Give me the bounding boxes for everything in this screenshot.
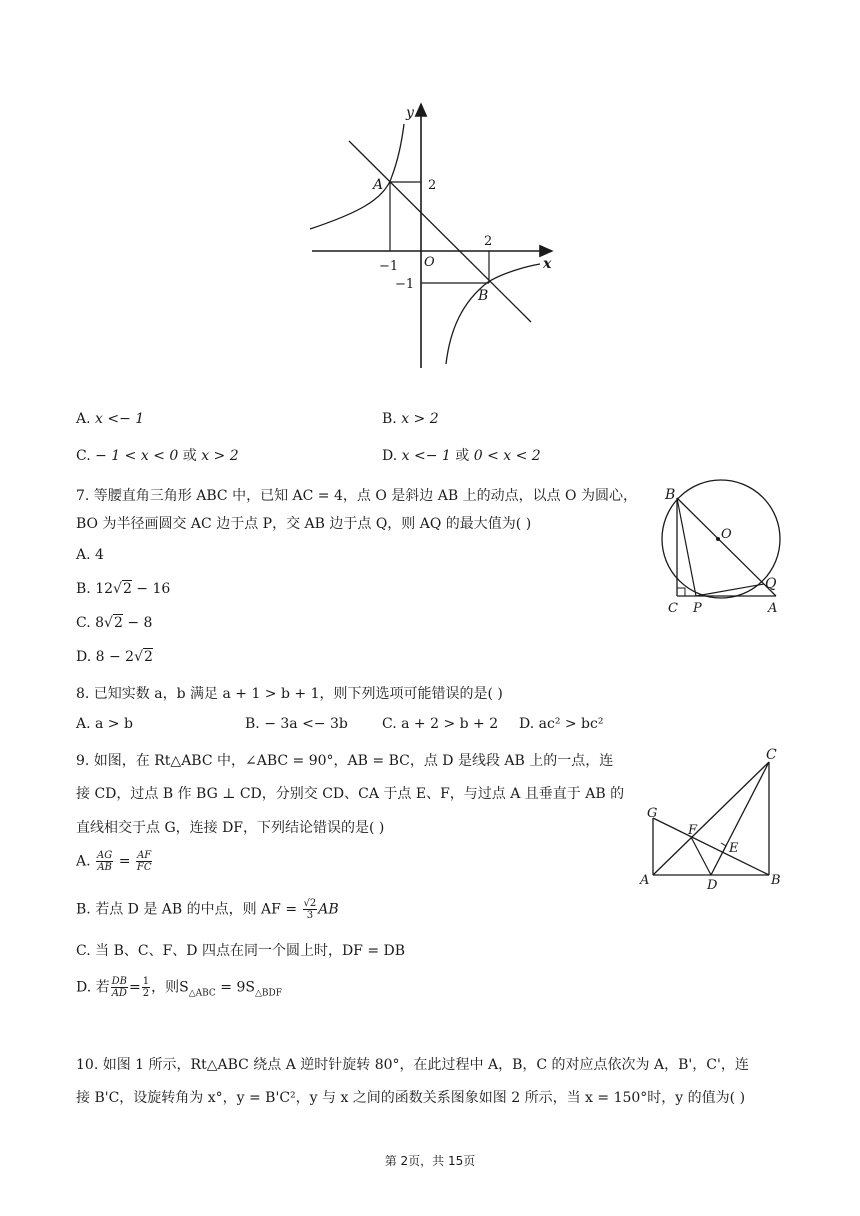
tick-2-x: 2 bbox=[484, 234, 493, 249]
q8-option-a: A. a > b bbox=[76, 716, 133, 732]
q10-stem-line1: 10. 如图 1 所示，Rt△ABC 绕点 A 逆时针旋转 80°，在此过程中 A，B，C 的对应点依次为 A，B'，C'，连 bbox=[76, 1057, 749, 1073]
svg-text:Q: Q bbox=[765, 576, 777, 592]
label-o: O bbox=[424, 255, 435, 270]
q8-option-c: C. a + 2 > b + 2 bbox=[382, 716, 499, 732]
q8-option-d: D. ac² > bc² bbox=[519, 716, 604, 732]
q8-option-b: B. − 3a <− 3b bbox=[245, 716, 348, 732]
q7-stem-line2: BO 为半径画圆交 AC 边于点 P，交 AB 边于点 Q，则 AQ 的最大值为( ) bbox=[76, 516, 532, 532]
svg-text:A: A bbox=[768, 601, 778, 616]
q8-stem: 8. 已知实数 a，b 满足 a + 1 > b + 1，则下列选项可能错误的是( ) bbox=[76, 686, 503, 702]
q7-option-d: D. 8 − 2√2 bbox=[76, 649, 153, 665]
svg-text:C: C bbox=[766, 747, 777, 763]
q9-stem-line1: 9. 如图，在 Rt△ABC 中，∠ABC = 90°，AB = BC，点 D 是线段 AB 上的一点，连 bbox=[76, 753, 614, 769]
q6-option-b: B. x > 2 bbox=[382, 411, 439, 427]
q9-stem-line2: 接 CD，过点 B 作 BG ⊥ CD，分别交 CD、CA 于点 E、F，与过点 A 且垂直于 AB 的 bbox=[76, 786, 625, 802]
q6-option-a: A. x <− 1 bbox=[76, 411, 145, 427]
page-footer: 第 2页，共 15页 bbox=[384, 1154, 476, 1168]
tick-2-y: 2 bbox=[428, 178, 437, 193]
label-x: x bbox=[543, 256, 552, 272]
svg-text:O: O bbox=[721, 527, 732, 542]
label-b: B bbox=[478, 288, 489, 304]
svg-text:G: G bbox=[647, 806, 658, 821]
svg-text:B: B bbox=[771, 873, 781, 888]
svg-text:E: E bbox=[729, 841, 739, 856]
q7-stem-line1: 7. 等腰直角三角形 ABC 中，已知 AC = 4，点 O 是斜边 AB 上的动点，以点 O 为圆心， bbox=[76, 488, 637, 504]
q7-option-c: C. 8√2 − 8 bbox=[76, 615, 153, 631]
label-y: y bbox=[406, 105, 414, 121]
svg-text:P: P bbox=[693, 601, 702, 616]
q7-option-b: B. 12√2 − 16 bbox=[76, 581, 171, 597]
svg-text:A: A bbox=[640, 873, 650, 888]
q7-option-a: A. 4 bbox=[76, 547, 104, 563]
q6-option-c: C. − 1 < x < 0 或 x > 2 bbox=[76, 448, 239, 464]
tick-neg1-x: −1 bbox=[379, 259, 399, 274]
svg-text:C: C bbox=[668, 601, 678, 616]
q9-option-a: A. $\frac{AG}{AB}$ = $\frac{AF}{FC}$ bbox=[76, 850, 152, 873]
q9-option-c: C. 当 B、C、F、D 四点在同一个圆上时，DF = DB bbox=[76, 943, 406, 959]
q9-option-b: B. 若点 D 是 AB 的中点，则 AF = $\frac{√2}{3}$ AB bbox=[76, 898, 339, 921]
tick-neg1-y: −1 bbox=[395, 277, 415, 292]
label-a: A bbox=[373, 177, 384, 193]
svg-text:F: F bbox=[688, 823, 698, 838]
q6-option-d: D. x <− 1 或 0 < x < 2 bbox=[382, 448, 541, 464]
q9-option-d: D. 若 $\frac{DB}{AD}$ = $\frac{1}{2}$ ，则$S_{\triangle ABC} = 9S_{\triangle BDF}$ bbox=[76, 976, 282, 999]
q9-stem-line3: 直线相交于点 G，连接 DF，下列结论错误的是( ) bbox=[76, 820, 385, 836]
svg-text:D: D bbox=[707, 878, 718, 893]
svg-text:B: B bbox=[665, 487, 676, 503]
q10-stem-line2: 接 B'C，设旋转角为 x°，y = B'C²，y 与 x 之间的函数关系图象如图 2 所示，当 x = 150°时，y 的值为( ) bbox=[76, 1090, 746, 1106]
